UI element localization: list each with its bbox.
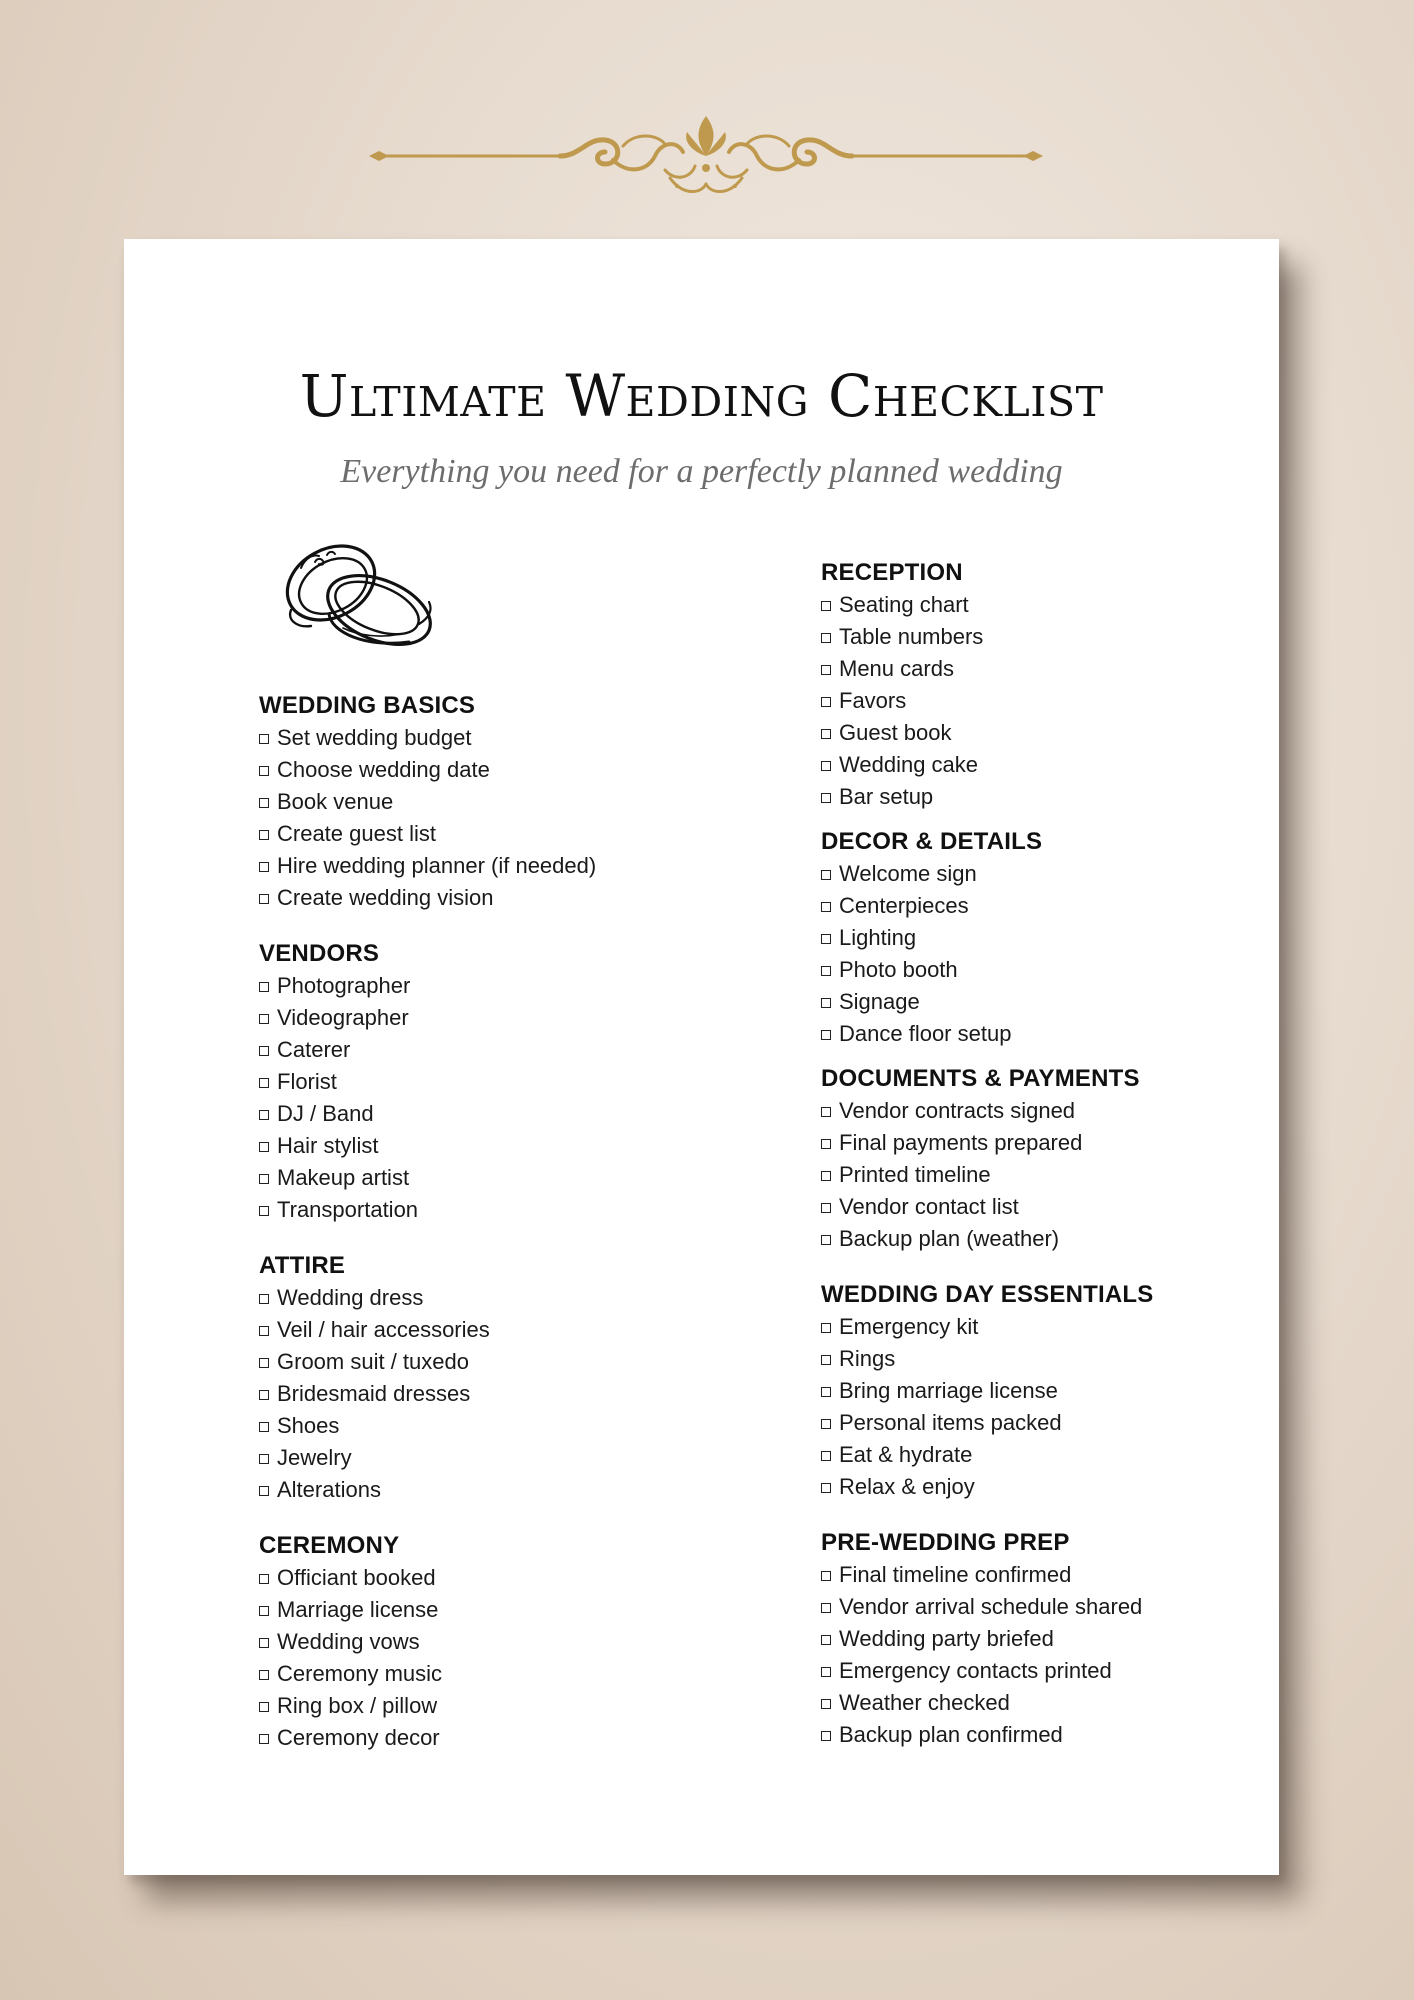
checkbox-icon[interactable] xyxy=(259,1078,269,1088)
checklist-item[interactable] xyxy=(821,1191,1281,1223)
checkbox-icon[interactable] xyxy=(259,862,269,872)
checklist-item-label: Vendor contact list xyxy=(839,1194,1019,1219)
checklist-item-label: Dance floor setup xyxy=(839,1021,1012,1046)
checklist-item[interactable] xyxy=(259,1378,719,1410)
checklist-item-label: Officiant booked xyxy=(277,1565,436,1590)
checkbox-icon[interactable] xyxy=(821,902,831,912)
checklist-item-label: Photo booth xyxy=(839,957,958,982)
checklist-item[interactable] xyxy=(259,818,719,850)
checklist-item-label: Centerpieces xyxy=(839,893,969,918)
checkbox-icon[interactable] xyxy=(821,1635,831,1645)
checklist-item[interactable] xyxy=(259,850,719,882)
checkbox-icon[interactable] xyxy=(259,766,269,776)
checklist-item[interactable] xyxy=(259,1002,719,1034)
gold-flourish-divider-icon xyxy=(365,112,1047,202)
section-heading: DOCUMENTS & PAYMENTS xyxy=(821,1065,1140,1092)
checklist-item-label: Set wedding budget xyxy=(277,725,472,750)
checklist-item-label: Bar setup xyxy=(839,784,934,809)
checkbox-icon[interactable] xyxy=(821,1235,831,1245)
checkbox-icon[interactable] xyxy=(821,1419,831,1429)
checklist-item-label: Shoes xyxy=(277,1413,340,1438)
section-pre-wedding-prep xyxy=(821,1526,1281,1751)
checkbox-icon[interactable] xyxy=(821,1603,831,1613)
checkbox-icon[interactable] xyxy=(259,1734,269,1744)
checklist-item[interactable] xyxy=(821,1343,1281,1375)
checklist-item-label: Wedding vows xyxy=(277,1629,420,1654)
checklist-item-label: Menu cards xyxy=(839,656,954,681)
checkbox-icon[interactable] xyxy=(259,734,269,744)
checklist-item[interactable] xyxy=(259,1098,719,1130)
checklist-item[interactable] xyxy=(259,1722,719,1754)
checkbox-icon[interactable] xyxy=(821,1731,831,1741)
checkbox-icon[interactable] xyxy=(259,1046,269,1056)
section-wedding-basics xyxy=(259,689,719,914)
checklist-item[interactable] xyxy=(259,1162,719,1194)
checklist-item-label: DJ / Band xyxy=(277,1101,374,1126)
checklist-item-label: Create guest list xyxy=(277,821,436,846)
section-decor-details xyxy=(821,825,1281,1050)
checkbox-icon[interactable] xyxy=(821,665,831,675)
checklist-item-label: Lighting xyxy=(839,925,917,950)
checklist-item[interactable] xyxy=(259,1474,719,1506)
checkbox-icon[interactable] xyxy=(259,1174,269,1184)
checklist-page xyxy=(124,239,1279,1875)
checklist-item[interactable] xyxy=(821,890,1281,922)
checklist-right-column xyxy=(821,556,1281,1774)
checkbox-icon[interactable] xyxy=(821,1107,831,1117)
checklist-item[interactable] xyxy=(259,1346,719,1378)
checklist-item[interactable] xyxy=(821,1471,1281,1503)
checkbox-icon[interactable] xyxy=(821,966,831,976)
section-heading: PRE-WEDDING PREP xyxy=(821,1529,1070,1556)
checklist-item[interactable] xyxy=(259,1282,719,1314)
checklist-item[interactable] xyxy=(259,1658,719,1690)
checklist-item-label: Emergency kit xyxy=(839,1314,979,1339)
checklist-item[interactable] xyxy=(259,1442,719,1474)
checkbox-icon[interactable] xyxy=(259,1454,269,1464)
checklist-item[interactable] xyxy=(259,882,719,914)
checkbox-icon[interactable] xyxy=(821,697,831,707)
checklist-item-label: Hire wedding planner (if needed) xyxy=(277,853,597,878)
checklist-item-label: Photographer xyxy=(277,973,411,998)
checklist-item[interactable] xyxy=(821,589,1281,621)
checkbox-icon[interactable] xyxy=(259,1358,269,1368)
checklist-item[interactable] xyxy=(821,1559,1281,1591)
checklist-item-label: Ring box / pillow xyxy=(277,1693,438,1718)
checklist-item[interactable] xyxy=(259,1314,719,1346)
checkbox-icon[interactable] xyxy=(259,1702,269,1712)
section-heading: ATTIRE xyxy=(259,1252,346,1279)
checklist-left-column xyxy=(259,689,719,1777)
checklist-item-label: Eat & hydrate xyxy=(839,1442,973,1467)
checklist-item[interactable] xyxy=(259,754,719,786)
checklist-item[interactable] xyxy=(821,1095,1281,1127)
checkbox-icon[interactable] xyxy=(821,601,831,611)
checklist-item[interactable] xyxy=(259,1594,719,1626)
checklist-item[interactable] xyxy=(821,858,1281,890)
checklist-item-label: Choose wedding date xyxy=(277,757,490,782)
checklist-item-label: Ceremony music xyxy=(277,1661,443,1686)
checkbox-icon[interactable] xyxy=(259,830,269,840)
checkbox-icon[interactable] xyxy=(259,1486,269,1496)
checklist-item[interactable] xyxy=(821,781,1281,813)
checklist-item-label: Backup plan (weather) xyxy=(839,1226,1060,1251)
checklist-item-label: Create wedding vision xyxy=(277,885,494,910)
checklist-item-label: Final payments prepared xyxy=(839,1130,1083,1155)
checklist-item[interactable] xyxy=(821,1311,1281,1343)
checkbox-icon[interactable] xyxy=(259,1110,269,1120)
checklist-item-label: Rings xyxy=(839,1346,896,1371)
checkbox-icon[interactable] xyxy=(259,1206,269,1216)
checklist-item-label: Wedding party briefed xyxy=(839,1626,1054,1651)
checklist-item[interactable] xyxy=(259,722,719,754)
checklist-item-label: Signage xyxy=(839,989,920,1014)
checkbox-icon[interactable] xyxy=(259,1422,269,1432)
checklist-item-label: Printed timeline xyxy=(839,1162,991,1187)
checklist-item[interactable] xyxy=(821,717,1281,749)
checkbox-icon[interactable] xyxy=(259,1142,269,1152)
section-vendors xyxy=(259,937,719,1226)
checklist-item-label: Guest book xyxy=(839,720,952,745)
checklist-item-label: Bridesmaid dresses xyxy=(277,1381,471,1406)
checkbox-icon[interactable] xyxy=(821,1355,831,1365)
checkbox-icon[interactable] xyxy=(259,1606,269,1616)
checklist-item[interactable] xyxy=(259,1066,719,1098)
checklist-item[interactable] xyxy=(821,749,1281,781)
checklist-item-label: Table numbers xyxy=(839,624,984,649)
checklist-item-label: Relax & enjoy xyxy=(839,1474,975,1499)
checkbox-icon[interactable] xyxy=(821,1699,831,1709)
checkbox-icon[interactable] xyxy=(821,793,831,803)
checklist-item[interactable] xyxy=(821,621,1281,653)
checklist-item[interactable] xyxy=(259,1130,719,1162)
checklist-item[interactable] xyxy=(821,1687,1281,1719)
checkbox-icon[interactable] xyxy=(821,633,831,643)
checkbox-icon[interactable] xyxy=(259,982,269,992)
checklist-item-label: Vendor contracts signed xyxy=(839,1098,1076,1123)
checklist-item[interactable] xyxy=(821,1127,1281,1159)
checkbox-icon[interactable] xyxy=(821,934,831,944)
section-heading: DECOR & DETAILS xyxy=(821,828,1043,855)
checklist-item-label: Videographer xyxy=(277,1005,409,1030)
checkbox-icon[interactable] xyxy=(821,1171,831,1181)
checkbox-icon[interactable] xyxy=(821,1483,831,1493)
checklist-item[interactable] xyxy=(259,1034,719,1066)
checkbox-icon[interactable] xyxy=(821,1571,831,1581)
checklist-item[interactable] xyxy=(821,1159,1281,1191)
checkbox-icon[interactable] xyxy=(821,729,831,739)
section-wedding-day-essentials xyxy=(821,1278,1281,1503)
checkbox-icon[interactable] xyxy=(259,894,269,904)
checklist-item-label: Book venue xyxy=(277,789,394,814)
checklist-item[interactable] xyxy=(259,786,719,818)
wedding-rings-icon xyxy=(269,528,444,653)
checklist-item-label: Emergency contacts printed xyxy=(839,1658,1112,1683)
checklist-item-label: Wedding dress xyxy=(277,1285,424,1310)
checklist-item-label: Final timeline confirmed xyxy=(839,1562,1072,1587)
checklist-item-label: Hair stylist xyxy=(277,1133,379,1158)
checkbox-icon[interactable] xyxy=(821,1451,831,1461)
checklist-item[interactable] xyxy=(259,1562,719,1594)
checkbox-icon[interactable] xyxy=(259,798,269,808)
checkbox-icon[interactable] xyxy=(259,1014,269,1024)
checklist-item-label: Veil / hair accessories xyxy=(277,1317,490,1342)
checklist-item-label: Makeup artist xyxy=(277,1165,410,1190)
checkbox-icon[interactable] xyxy=(821,1030,831,1040)
checklist-item[interactable] xyxy=(821,954,1281,986)
section-documents-payments xyxy=(821,1062,1281,1255)
checkbox-icon[interactable] xyxy=(821,870,831,880)
checklist-item-label: Weather checked xyxy=(839,1690,1010,1715)
checklist-item-label: Alterations xyxy=(277,1477,381,1502)
checklist-item[interactable] xyxy=(821,1223,1281,1255)
checklist-item[interactable] xyxy=(821,986,1281,1018)
checklist-item[interactable] xyxy=(821,1018,1281,1050)
section-ceremony xyxy=(259,1529,719,1754)
checkbox-icon[interactable] xyxy=(259,1574,269,1584)
section-attire xyxy=(259,1249,719,1506)
checklist-item-label: Marriage license xyxy=(277,1597,439,1622)
checkbox-icon[interactable] xyxy=(821,1203,831,1213)
checklist-item-label: Jewelry xyxy=(277,1445,352,1470)
checklist-item[interactable] xyxy=(821,1623,1281,1655)
checklist-item-label: Favors xyxy=(839,688,907,713)
checklist-item[interactable] xyxy=(259,970,719,1002)
checkbox-icon[interactable] xyxy=(821,1667,831,1677)
checkbox-icon[interactable] xyxy=(821,1139,831,1149)
section-heading: RECEPTION xyxy=(821,559,963,586)
section-heading: VENDORS xyxy=(259,940,380,967)
checkbox-icon[interactable] xyxy=(259,1326,269,1336)
checklist-item[interactable] xyxy=(821,653,1281,685)
checkbox-icon[interactable] xyxy=(821,1387,831,1397)
section-heading: WEDDING BASICS xyxy=(259,692,476,719)
checklist-item-label: Florist xyxy=(277,1069,337,1094)
checklist-item[interactable] xyxy=(821,922,1281,954)
checklist-item[interactable] xyxy=(821,1407,1281,1439)
checklist-item-label: Backup plan confirmed xyxy=(839,1722,1063,1747)
checklist-item[interactable] xyxy=(259,1194,719,1226)
section-heading: WEDDING DAY ESSENTIALS xyxy=(821,1281,1154,1308)
checklist-item[interactable] xyxy=(821,1591,1281,1623)
section-reception xyxy=(821,556,1281,813)
checkbox-icon[interactable] xyxy=(259,1390,269,1400)
checklist-item-label: Groom suit / tuxedo xyxy=(277,1349,469,1374)
page-subtitle: Everything you need for a perfectly planned wedding xyxy=(340,453,1063,490)
checkbox-icon[interactable] xyxy=(821,761,831,771)
checklist-item[interactable] xyxy=(821,1375,1281,1407)
checklist-item-label: Wedding cake xyxy=(839,752,979,777)
checkbox-icon[interactable] xyxy=(259,1294,269,1304)
section-heading: CEREMONY xyxy=(259,1532,400,1559)
checkbox-icon[interactable] xyxy=(821,998,831,1008)
checklist-item[interactable] xyxy=(821,685,1281,717)
checklist-item[interactable] xyxy=(259,1690,719,1722)
checklist-item[interactable] xyxy=(821,1655,1281,1687)
checkbox-icon[interactable] xyxy=(821,1323,831,1333)
checklist-item-label: Welcome sign xyxy=(839,861,977,886)
checkbox-icon[interactable] xyxy=(259,1670,269,1680)
checkbox-icon[interactable] xyxy=(259,1638,269,1648)
checklist-item[interactable] xyxy=(259,1410,719,1442)
checklist-item-label: Bring marriage license xyxy=(839,1378,1058,1403)
checklist-item-label: Seating chart xyxy=(839,592,969,617)
checklist-item-label: Transportation xyxy=(277,1197,419,1222)
checklist-item-label: Caterer xyxy=(277,1037,351,1062)
checklist-item[interactable] xyxy=(259,1626,719,1658)
checklist-item-label: Personal items packed xyxy=(839,1410,1062,1435)
checklist-item[interactable] xyxy=(821,1439,1281,1471)
page-title: Ultimate Wedding Checklist xyxy=(299,362,1104,430)
checklist-item-label: Vendor arrival schedule shared xyxy=(839,1594,1143,1619)
checklist-item-label: Ceremony decor xyxy=(277,1725,440,1750)
checklist-item[interactable] xyxy=(821,1719,1281,1751)
